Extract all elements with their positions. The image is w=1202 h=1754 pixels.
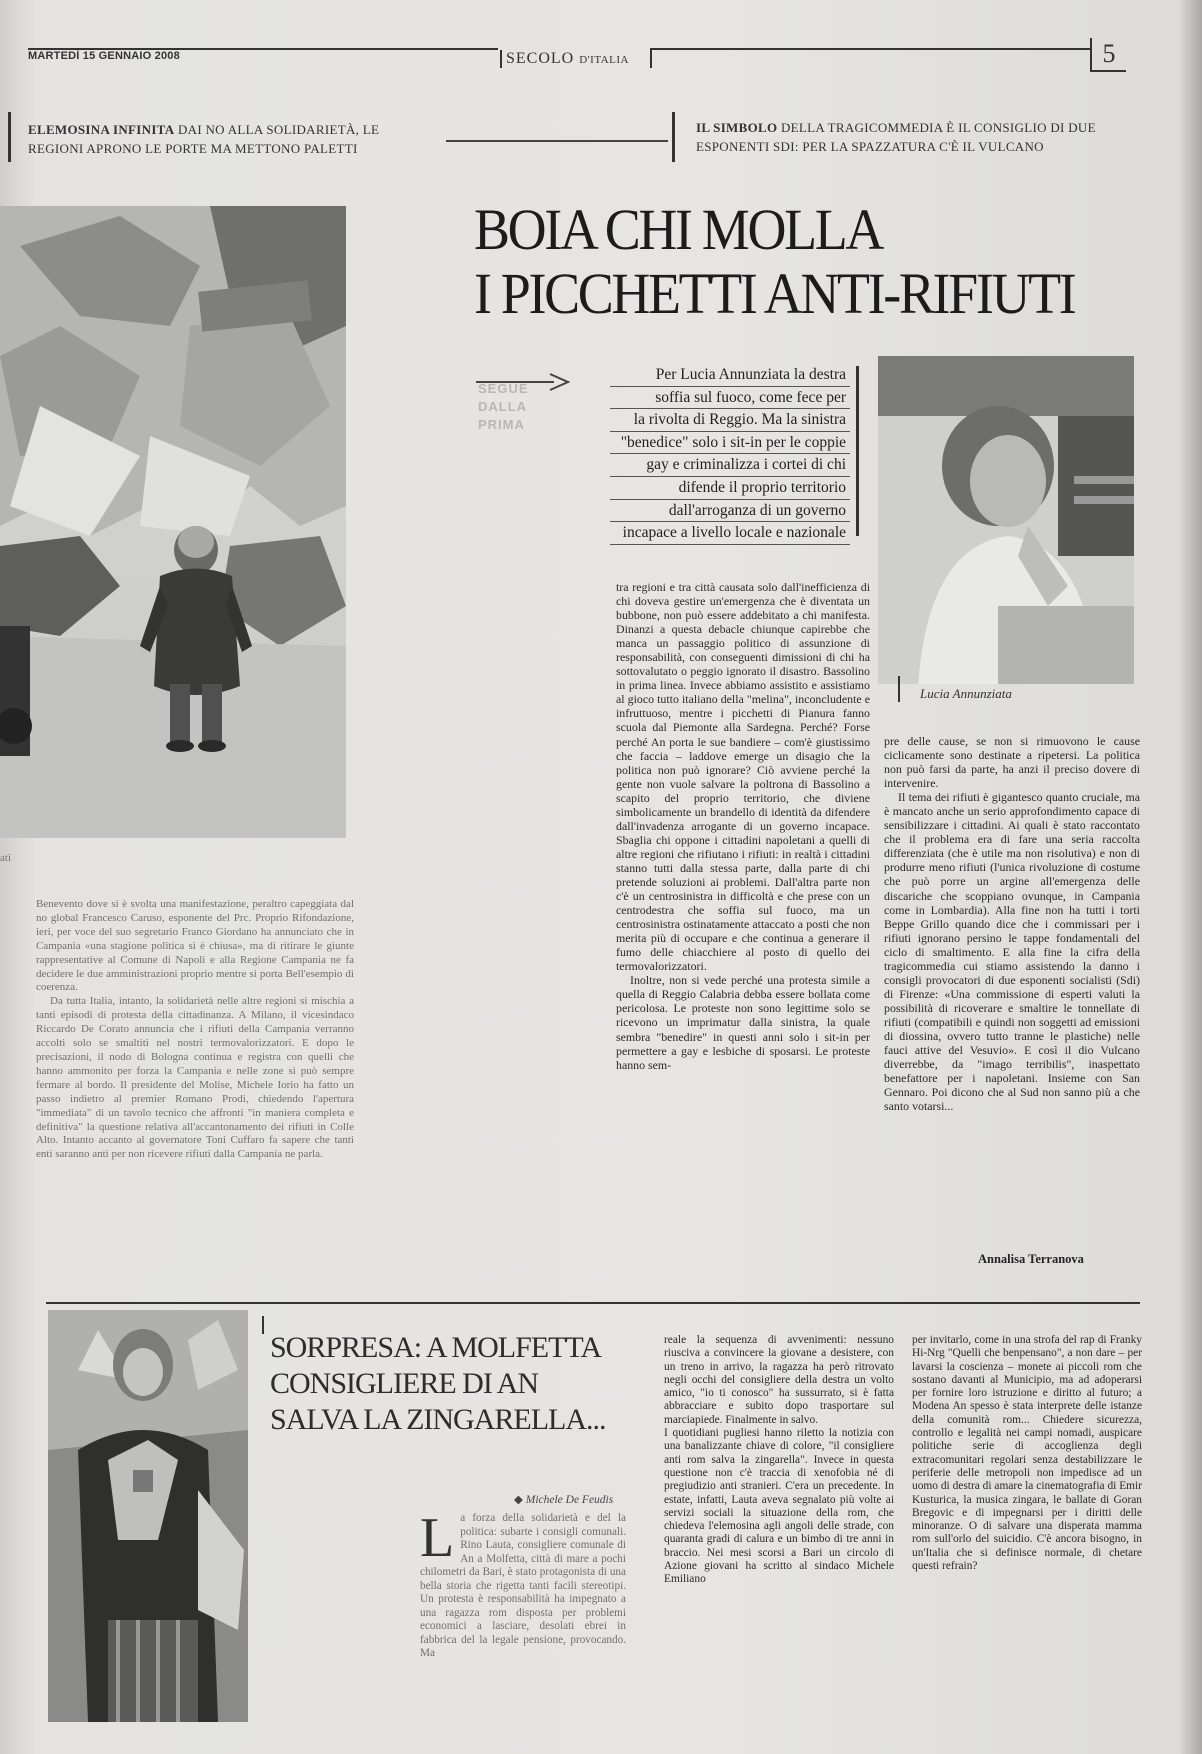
author-byline: Annalisa Terranova	[978, 1252, 1084, 1266]
photo-side-caption: ati	[0, 852, 11, 864]
masthead-divider	[500, 50, 502, 68]
pull-quote-line: soffia sul fuoco, come fece per	[610, 387, 850, 410]
pull-quote	[610, 364, 850, 545]
continued-label: SEGUE DALLA PRIMA	[478, 381, 529, 432]
second-article-column-2: reale la sequenza di avvenimenti: nessuno riusciva a convincere la giovane a desistere, con un treno in arrivo, la ragazza ha però ritrovato negli occhi del consigliere della destra un volto amico, "io ti conosco" ha sussurrato, si è fatta abbracciare e subito dopo trasportare sul marciapiede. Finalmente in salvo. I quotidiani pugliesi hanno riletto la notizia con una banalizzante chiave di colore, "il consigliere anti rom salva la zingarella". Invece in questa questione non c'è traccia di xenofobia né di pregiudizio anti stranieri. C'era un precedente. In estate, infatti, Lauta aveva segnalato più volte ai servizi sociali la situazione della rom, che chiedeva l'elemosina agli angoli delle strade, con quaranta gradi di calura e un bimbo di tre anni in braccio. Nei mesi scorsi a Bari un circolo di Azione giovani ha scritto al sindaco Michele Emiliano	[664, 1334, 894, 1586]
pull-quote-line: Per Lucia Annunziata la destra	[610, 364, 850, 387]
deck-rule	[446, 140, 668, 142]
newspaper-name: SECOLO D'ITALIA	[506, 50, 629, 67]
masthead-rule	[28, 48, 498, 50]
paragraph: a forza della solidarietà e del la politica: subarte i consigli comunali. Rino Lauta, consigliere comunale di An a Molfetta, città di mare a pochi chilometri da Bari, è stato protagonista di una bella storia che rigetta tanti facili stereotipi. Un protesta è responsabilità ha impegnato a una ragazza rom disposta per problemi economici a lasciare, desolati ebrei in fabbrica del la legale pensione, provocando. Ma	[420, 1512, 626, 1659]
issue-date: MARTEDÌ 15 GENNAIO 2008	[28, 50, 180, 62]
caption-bar	[898, 676, 900, 702]
second-article-column-1	[420, 1507, 626, 1661]
pull-quote-line: difende il proprio territorio	[610, 477, 850, 500]
garbage-photo	[0, 206, 346, 838]
portrait-photo	[878, 356, 1134, 684]
paragraph: Inoltre, non si vede perché una protesta simile a quella di Reggio Calabria debba essere bollata come pericolosa. Le proteste non sono legittime solo se ricevono un imprimatur dalla sinistra, la quale sembra "benedire" in questi anni solo i sit-in per permettere a gay e lesbiche di sposarsi. Le proteste hanno sem-	[616, 973, 870, 1072]
page-number: 5	[1090, 38, 1126, 72]
paragraph: Benevento dove si è svolta una manifestazione, peraltro capeggiata dal no global Francesco Caruso, esponente del Prc. Proprio Rifondazione, ieri, per voce del suo segretario Franco Giordano ha annunciato che in Campania «una stagione politica si è chiusa», ma di ritirare le giunte rappresentative al Comune di Napoli e alla Regione Campania ne fa decidere le due amministrazioni proprio mentre si porta Bell'esempio di coerenza.	[36, 898, 354, 994]
page-edge-shadow	[1180, 0, 1202, 1754]
paragraph: tra regioni e tra città causata solo dall'inefficienza di chi doveva gestire un'emergenza che è diventata un bubbone, non può essere addebitato a chi manifesta. Dinanzi a questa debacle chiunque capirebbe che manca un passaggio politico di assunzione di responsabilità, con conseguenti dimissioni di chi ha sottovalutato o peggio ignorato il disastro. Bassolino in prima linea. Invece abbiamo assistito e assistiamo al gioco tutto italiano della "melina", inconcludente e infruttuoso, mentre i picchetti di Pianura fanno scuola dal Piemonte alla Sardegna. Perché? Forse perché An porta le sue bandiere – com'è giustissimo che faccia – laddove emerge un disagio che la politica non può ignorare? Ciò avviene perché la gente non vuole salvare la poltrona di Bassolino a scapito del proprio territorio, che diviene simbolicamente un brandello di identità da difendere dall'invadenza arrogante di un governo incapace. Sbaglia chi oppone i cittadini napoletani a quelli di altre regioni che rifiutano i rifiuti: in realtà i cittadini stanno tutti dalla stessa parte, dalla parte di chi pretende soluzioni ai problemi. Dall'altra parte non c'è un centrosinistra in difficoltà e che prese con un centrodestra che soffia sul fuoco, ma un centrosinistra ostinatamente attaccato a posti che non merita più di occupare e che continua a generare il fumo delle chiacchiere al posto di quello dei termovalorizzatori.	[616, 580, 870, 974]
main-headline: BOIA CHI MOLLA I PICCHETTI ANTI-RIFIUTI	[474, 197, 1075, 326]
second-headline: SORPRESA: A MOLFETTA CONSIGLIERE DI AN SALVA LA ZINGARELLA...	[270, 1331, 606, 1436]
paragraph: pre delle cause, se non si rimuovono le cause ciclicamente sono destinate a ripetersi. La politica non può farsi da parte, ha anzi il preciso dovere di intervenire.	[884, 734, 1140, 791]
pull-quote-line: la rivolta di Reggio. Ma la sinistra	[610, 409, 850, 432]
article-separator	[46, 1302, 1140, 1304]
gypsy-girl-photo	[48, 1310, 248, 1722]
pull-quote-bar	[856, 366, 859, 536]
arrow-right-icon	[476, 372, 572, 392]
pull-quote-line: incapace a livello locale e nazionale	[610, 522, 850, 545]
second-article-column-3: per invitarlo, come in una strofa del rap di Franky Hi-Nrg "Quelli che benpensano", a non dare – per lavarsi la coscienza – monete ai piccoli rom che sostano davanti al Municipio, ma ad adoperarsi per fornire loro istruzione e diritto al futuro; a Modena An spesso è stata interprete delle istanze della comunità rom... Chiedere sicurezza, controllo e legalità nei campi nomadi, auspicare politiche serie di accoglienza degli extracomunitari regolari senza destabilizzare le periferie delle metropoli non impedisce ad un uomo di destra di amare la cinematografia di Emir Kusturica, la musica zingara, le ballate di Goran Bregovic e di impegnarsi per i diritti delle minoranze. O di salvare una disperata mamma rom sull'orlo del suicidio. C'è ancora bisogno, in un'Italia che si definisce normale, di chetare questi refrain?	[912, 1334, 1142, 1573]
pull-quote-line: dall'arroganza di un governo	[610, 500, 850, 523]
center-article-column	[616, 580, 870, 1072]
second-byline: ◆ Michele De Feudis	[514, 1494, 614, 1506]
right-article-column	[884, 734, 1140, 1113]
paragraph: Da tutta Italia, intanto, la solidarietà nelle altre regioni si mischia a tanti episodi di protesta della cittadinanza. A Milano, il vicesindaco Riccardo De Corato annuncia che i rifiuti della Campania verranno accolti solo se smaltiti nel nostri termovalorizzatori. E dopo le precisazioni, il nodo di Bologna continua e registra con quelli che hanno ammonito per forza la Campania e nelle zone si può sempre fermare al bordo. Il presidente del Molise, Michele Iorio ha fatto un passo indietro al premier Romano Prodi, chiedendo l'apertura "immediata" di un tavolo tecnico che affronti "in maniera completa e definitiva" la questione relativa all'accantonamento dei rifiuti in Colle Alto. Intanto accanto al governatore Toni Cuffaro fa sapere che tanti enti saranno anti per non ricevere rifiuti dalla Campania ne parla.	[36, 995, 354, 1161]
deck-bar	[8, 112, 11, 162]
paragraph: Il tema dei rifiuti è gigantesco quanto cruciale, ma è mancato anche un serio approfondimento capace di sensibilizzare i cittadini. Ai quali è stato raccontato che il problema era di fare una seria raccolta differenziata (che è utile ma non risolutiva) e non di produrre meno rifiuti (l'unica rivoluzione di costume che può porre un argine all'emergenza delle discariche che scoppiano ovunque, in Campania come in Lombardia). Alla fine non ha tutti i torti Beppe Grillo quando dice che i commissari per i rifiuti ignorano persino le tappe fondamentali del ciclo di smaltimento. E alla fine la cifra della tragicommedia cui stiamo assistendo la danno i consigli provocatori di due esponenti socialisti (Sdi) di Firenze: «Una commissione di esperti valuti la possibilità di ricoverare e smaltire le tonnellate di rifiuti (compatibili e quindi non soggetti ad emissioni di diossina, ovvero tutto tranne le plastiche) nelle fauci attive del Vesuvio». E così il dio Vulcano diverrebbe, da "imago terribilis", inaspettato benefattore per i napoletani. Insieme con San Gennaro. Poi dicono che al Sud non sanno più a che santo votarsi...	[884, 790, 1140, 1114]
headline-bar	[262, 1316, 264, 1334]
drop-cap: L	[420, 1507, 455, 1569]
masthead-rule	[650, 48, 1090, 50]
masthead-divider	[650, 50, 652, 68]
pull-quote-line: "benedice" solo i sit-in per le coppie	[610, 432, 850, 455]
deck-bar	[672, 112, 675, 162]
left-article-column	[36, 898, 354, 1162]
portrait-caption: Lucia Annunziata	[920, 686, 1012, 701]
left-deck: ELEMOSINA INFINITA DAI NO ALLA SOLIDARIETÀ, LE REGIONI APRONO LE PORTE MA METTONO PALETTI	[28, 122, 380, 156]
right-deck: IL SIMBOLO DELLA TRAGICOMMEDIA È IL CONSIGLIO DI DUE ESPONENTI SDI: PER LA SPAZZATURA C'È IL VULCANO	[696, 120, 1096, 154]
pull-quote-line: gay e criminalizza i cortei di chi	[610, 454, 850, 477]
